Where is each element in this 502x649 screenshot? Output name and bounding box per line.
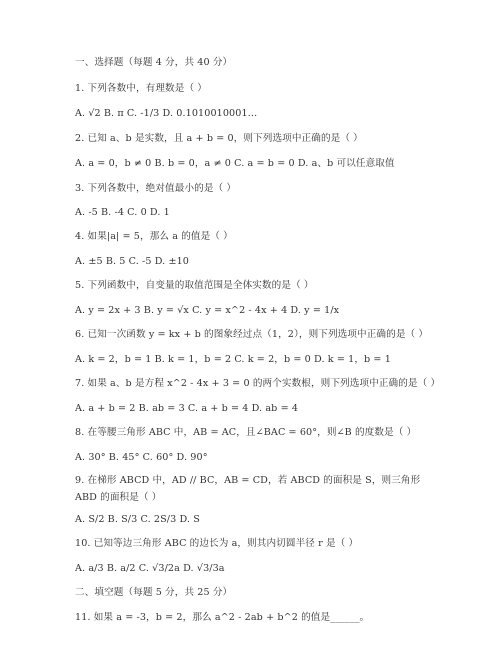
question-8: 8. 在等腰三角形 ABC 中，AB = AC，且∠BAC = 60°，则∠B 的度数是（ ） xyxy=(75,427,417,438)
section-heading-fill-in: 二、填空题（每题 5 分，共 25 分） xyxy=(75,587,233,598)
question-11: 11. 如果 a = -3，b = 2，那么 a^2 - 2ab + b^2 的值是______。 xyxy=(75,612,370,623)
question-10-options: A. a/3 B. a/2 C. √3/2a D. √3/3a xyxy=(75,563,225,574)
question-3-options: A. -5 B. -4 C. 0 D. 1 xyxy=(75,207,170,218)
question-10: 10. 已知等边三角形 ABC 的边长为 a，则其内切圆半径 r 是（ ） xyxy=(75,538,359,549)
question-9: 9. 在梯形 ABCD 中，AD // BC，AB = CD，若 ABCD 的面积是 S，则三角形 ABD 的面积是（ ） xyxy=(75,475,421,503)
question-7: 7. 如果 a、b 是方程 x^2 - 4x + 3 = 0 的两个实数根，则下列选项中正确的是（ ） xyxy=(75,378,441,389)
question-5-options: A. y = 2x + 3 B. y = √x C. y = x^2 - 4x + 4 D. y = 1/x xyxy=(75,305,340,316)
question-1: 1. 下列各数中，有理数是（ ） xyxy=(75,83,207,94)
question-1-options: A. √2 B. π C. -1/3 D. 0.1010010001… xyxy=(75,108,258,119)
question-2-options: A. a = 0，b ≠ 0 B. b = 0，a ≠ 0 C. a = b = 0 D. a、b 可以任意取值 xyxy=(75,158,395,169)
question-4-options: A. ±5 B. 5 C. -5 D. ±10 xyxy=(75,256,190,267)
question-4: 4. 如果|a| = 5，那么 a 的值是（ ） xyxy=(75,231,233,242)
question-2: 2. 已知 a、b 是实数，且 a + b = 0，则下列选项中正确的是（ ） xyxy=(75,133,363,144)
section-heading-multiple-choice: 一、选择题（每题 4 分，共 40 分） xyxy=(75,57,233,68)
question-8-options: A. 30° B. 45° C. 60° D. 90° xyxy=(75,452,208,463)
question-6-options: A. k = 2，b = 1 B. k = 1，b = 2 C. k = 2，b = 0 D. k = 1，b = 1 xyxy=(75,354,391,365)
question-6: 6. 已知一次函数 y = kx + b 的图象经过点（1，2），则下列选项中正确的是（ ） xyxy=(75,329,429,340)
question-3: 3. 下列各数中，绝对值最小的是（ ） xyxy=(75,183,237,194)
question-7-options: A. a + b = 2 B. ab = 3 C. a + b = 4 D. ab = 4 xyxy=(75,403,299,414)
question-5: 5. 下列函数中，自变量的取值范围是全体实数的是（ ） xyxy=(75,280,314,291)
question-9-options: A. S/2 B. S/3 C. 2S/3 D. S xyxy=(75,514,200,525)
